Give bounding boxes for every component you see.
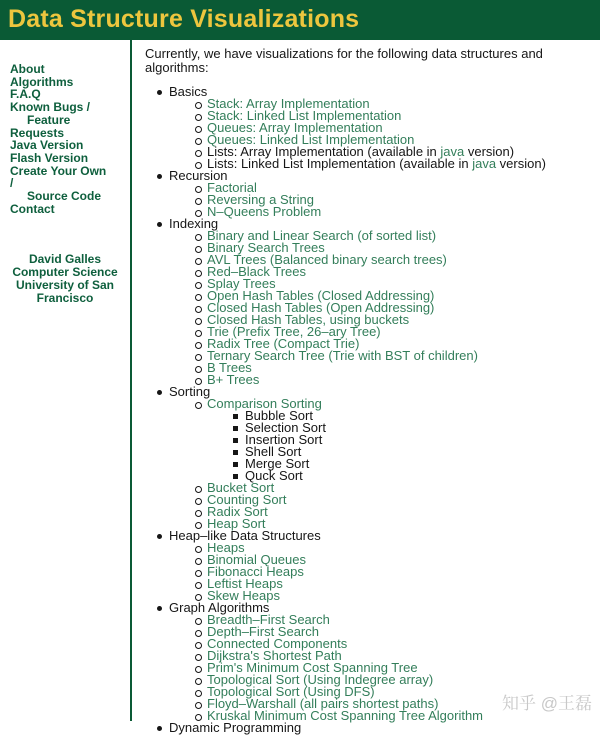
visualization-link[interactable]: Skew Heaps: [207, 588, 280, 603]
visualization-link[interactable]: AVL Trees (Balanced binary search trees): [207, 252, 447, 267]
sidebar-item-line[interactable]: Flash Version: [10, 150, 89, 165]
sidebar-item-line[interactable]: Contact: [10, 201, 55, 216]
section-label: Sorting: [169, 384, 211, 399]
visualization-link[interactable]: java: [472, 156, 497, 171]
list-item-text: Bubble Sort: [245, 408, 313, 423]
visualization-link[interactable]: Stack: Array Implementation: [207, 96, 370, 111]
visualization-link[interactable]: Fibonacci Heaps: [207, 564, 304, 579]
visualization-link[interactable]: java: [440, 144, 465, 159]
visualization-link[interactable]: Queues: Array Implementation: [207, 120, 383, 135]
section-item-basics: [169, 86, 596, 170]
visualization-link[interactable]: Topological Sort (Using Indegree array): [207, 672, 434, 687]
visualization-link[interactable]: Heap Sort: [207, 516, 266, 531]
section-list: [169, 398, 596, 530]
section-item-recursion: [169, 170, 596, 218]
section-label: Indexing: [169, 216, 219, 231]
visualization-link[interactable]: Open Hash Tables (Closed Addressing): [207, 288, 435, 303]
visualization-link[interactable]: Depth–First Search: [207, 624, 319, 639]
visualization-link[interactable]: B Trees: [207, 360, 252, 375]
list-item: [207, 158, 596, 170]
list-item: [245, 470, 596, 482]
sidebar-item-line[interactable]: /: [10, 176, 14, 191]
section-list: [169, 98, 596, 170]
watermark-text: 知乎 @王磊: [502, 694, 592, 713]
list-item-text: Lists: Linked List Implementation (available in: [207, 156, 473, 171]
visualization-link[interactable]: Connected Components: [207, 636, 348, 651]
visualization-link[interactable]: Red–Black Trees: [207, 264, 306, 279]
list-item-text: Merge Sort: [245, 456, 310, 471]
visualization-link[interactable]: Stack: Linked List Implementation: [207, 108, 402, 123]
visualization-link[interactable]: Binary Search Trees: [207, 240, 325, 255]
sidebar-item-contact[interactable]: [0, 203, 130, 216]
list-item-text: Lists: Array Implementation (available in: [207, 144, 441, 159]
visualization-link[interactable]: Topological Sort (Using DFS): [207, 684, 375, 699]
visualization-link[interactable]: Floyd–Warshall (all pairs shortest paths): [207, 696, 439, 711]
visualization-link[interactable]: Leftist Heaps: [207, 576, 283, 591]
visualization-link[interactable]: N–Queens Problem: [207, 204, 322, 219]
visualization-link[interactable]: Queues: Linked List Implementation: [207, 132, 415, 147]
sub-list: [207, 410, 596, 482]
section-list: [169, 542, 596, 602]
visualization-link[interactable]: Bucket Sort: [207, 480, 275, 495]
sidebar-item-line[interactable]: About: [10, 62, 45, 76]
section-label: Recursion: [169, 168, 228, 183]
section-label: Graph Algorithms: [169, 600, 270, 615]
sidebar: [0, 40, 130, 721]
sidebar-item-line[interactable]: Requests: [10, 125, 65, 140]
visualization-link[interactable]: Kruskal Minimum Cost Spanning Tree Algorithm: [207, 708, 484, 723]
sidebar-item-line[interactable]: F.A.Q: [10, 87, 41, 102]
section-list: [169, 230, 596, 386]
list-item: [207, 362, 596, 374]
visualization-link[interactable]: Binomial Queues: [207, 552, 306, 567]
visualization-link[interactable]: Radix Sort: [207, 504, 268, 519]
visualization-link[interactable]: Counting Sort: [207, 492, 287, 507]
visualization-link[interactable]: Comparison Sorting: [207, 396, 322, 411]
main-content: [132, 40, 600, 735]
list-item-text: Shell Sort: [245, 444, 302, 459]
list-item-text: Insertion Sort: [245, 432, 323, 447]
sidebar-item-line[interactable]: Create Your Own: [10, 163, 107, 178]
sidebar-item-known-bugs-feature-requests[interactable]: [0, 101, 130, 139]
list-item-text: Quck Sort: [245, 468, 303, 483]
visualization-link[interactable]: Trie (Prefix Tree, 26–ary Tree): [207, 324, 381, 339]
visualization-link[interactable]: Heaps: [207, 540, 245, 555]
sidebar-item-line[interactable]: Source Code: [27, 189, 102, 204]
sidebar-item-flash-version[interactable]: [0, 152, 130, 165]
sidebar-item-line[interactable]: Known Bugs /: [10, 100, 90, 115]
section-list: [169, 182, 596, 218]
visualization-link[interactable]: Ternary Search Tree (Trie with BST of children): [207, 348, 478, 363]
visualization-link[interactable]: Closed Hash Tables, using buckets: [207, 312, 410, 327]
section-label: Heap–like Data Structures: [169, 528, 321, 543]
list-item-text: Selection Sort: [245, 420, 326, 435]
visualization-link[interactable]: Prim's Minimum Cost Spanning Tree: [207, 660, 418, 675]
page-title: Data Structure Visualizations: [8, 5, 360, 33]
visualization-link[interactable]: Reversing a String: [207, 192, 314, 207]
section-label: Dynamic Programming: [169, 720, 302, 735]
main-list: [145, 86, 596, 734]
attribution: [0, 253, 130, 304]
section-item-indexing: [169, 218, 596, 386]
sidebar-item-create-your-own-source-code[interactable]: [0, 165, 130, 203]
visualization-link[interactable]: B+ Trees: [207, 372, 260, 387]
list-item-text: version): [496, 156, 546, 171]
intro-text: Currently, we have visualizations for the following data structures and algorithms:: [145, 46, 543, 75]
visualization-link[interactable]: Closed Hash Tables (Open Addressing): [207, 300, 435, 315]
section-item-sorting: [169, 386, 596, 530]
attribution-university-line2: Francisco: [36, 290, 94, 305]
visualization-link[interactable]: Factorial: [207, 180, 257, 195]
list-item-text: version): [464, 144, 515, 159]
sidebar-item-line[interactable]: Feature: [27, 112, 71, 127]
attribution-department: Computer Science: [12, 265, 118, 280]
list-item: [207, 206, 596, 218]
sidebar-item-line[interactable]: Java Version: [10, 138, 84, 153]
sidebar-item-about[interactable]: [0, 63, 130, 76]
visualization-link[interactable]: Splay Trees: [207, 276, 276, 291]
section-item-heap-like-data-structures: [169, 530, 596, 602]
section-label: Basics: [169, 84, 208, 99]
list-item: [207, 374, 596, 386]
sidebar-nav: [0, 63, 130, 215]
list-item: [207, 398, 596, 482]
sidebar-item-line[interactable]: Algorithms: [10, 74, 74, 89]
attribution-author: David Galles: [28, 252, 102, 267]
attribution-university-line1: University of San: [15, 277, 115, 292]
visualization-link[interactable]: Breadth–First Search: [207, 612, 330, 627]
visualization-link[interactable]: Dijkstra's Shortest Path: [207, 648, 342, 663]
visualization-link[interactable]: Binary and Linear Search (of sorted list): [207, 228, 437, 243]
visualization-link[interactable]: Radix Tree (Compact Trie): [207, 336, 360, 351]
section-item-dynamic-programming: [169, 722, 596, 734]
header-bar: [0, 0, 600, 40]
list-item: [207, 350, 596, 362]
